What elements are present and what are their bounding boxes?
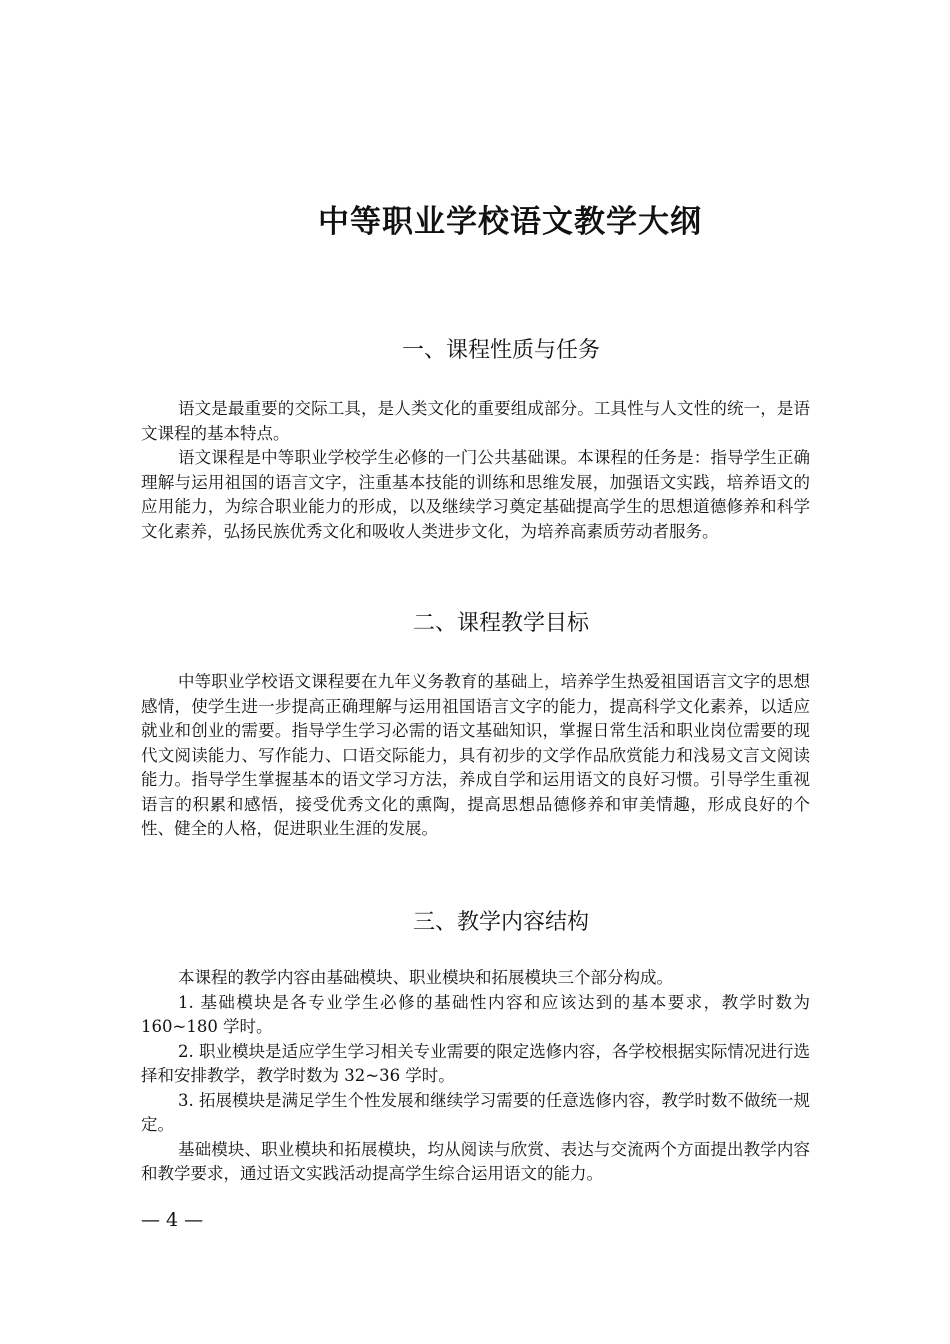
paragraph: 本课程的教学内容由基础模块、职业模块和拓展模块三个部分构成。 <box>178 968 673 987</box>
document-title: 中等职业学校语文教学大纲 <box>318 204 702 240</box>
page-number: — 4 — <box>141 1209 204 1231</box>
section-heading-teaching-objectives: 二、课程教学目标 <box>412 611 589 636</box>
paragraph: 语文是最重要的交际工具，是人类文化的重要组成部分。工具性与人文性的统一，是语文课程的基本特点。 <box>141 399 810 443</box>
paragraph: 中等职业学校语文课程要在九年义务教育的基础上，培养学生热爱祖国语言文字的思想感情，使学生进一步提高正确理解与运用祖国语言文字的能力，提高科学文化素养，以适应就业和创业的需要。指导学生学习必需的语文基础知识，掌握日常生活和职业岗位需要的现代文阅读能力、写作能力、口语交际能力，具有初步的文学作品欣赏能力和浅易文言文阅读能力。指导学生掌握基本的语文学习方法，养成自学和运用语文的良好习惯。引导学生重视语言的积累和感悟，接受优秀文化的熏陶，提高思想品德修养和审美情趣，形成良好的个性、健全的人格，促进职业生涯的发展。 <box>141 672 810 838</box>
paragraph: 1. 基础模块是各专业学生必修的基础性内容和应该达到的基本要求，教学时数为 160~180 学时。 <box>141 992 810 1036</box>
section-heading-nature-and-tasks: 一、课程性质与任务 <box>401 338 600 363</box>
section-body-nature-and-tasks <box>141 397 810 544</box>
section-body-content-structure <box>141 966 810 1187</box>
section-heading-content-structure: 三、教学内容结构 <box>412 910 589 935</box>
paragraph: 基础模块、职业模块和拓展模块，均从阅读与欣赏、表达与交流两个方面提出教学内容和教学要求，通过语文实践活动提高学生综合运用语文的能力。 <box>141 1139 810 1183</box>
paragraph: 语文课程是中等职业学校学生必修的一门公共基础课。本课程的任务是：指导学生正确理解与运用祖国的语言文字，注重基本技能的训练和思维发展，加强语文实践，培养语文的应用能力，为综合职业能力的形成，以及继续学习奠定基础提高学生的思想道德修养和科学文化素养，弘扬民族优秀文化和吸收人类进步文化，为培养高素质劳动者服务。 <box>141 448 810 541</box>
paragraph: 2. 职业模块是适应学生学习相关专业需要的限定选修内容，各学校根据实际情况进行选择和安排教学，教学时数为 32~36 学时。 <box>141 1041 810 1085</box>
paragraph: 3. 拓展模块是满足学生个性发展和继续学习需要的任意选修内容，教学时数不做统一规定。 <box>141 1090 810 1134</box>
section-body-teaching-objectives <box>141 670 810 842</box>
